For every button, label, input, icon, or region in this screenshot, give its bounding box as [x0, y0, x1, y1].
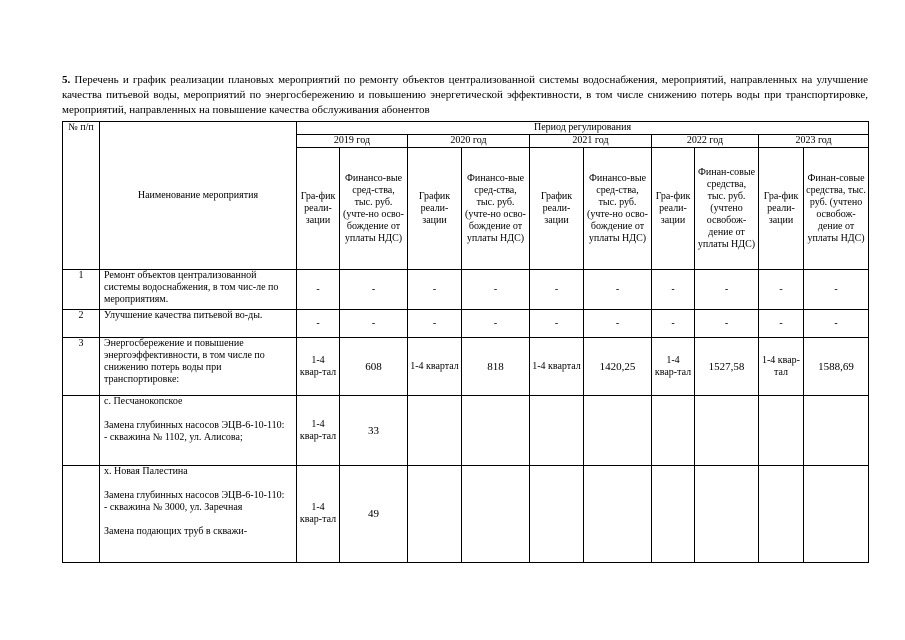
row-number: 2: [63, 310, 100, 338]
row-name-line: х. Новая Палестина: [104, 466, 188, 477]
cell: [652, 396, 695, 466]
row-name-line: - скважина № 3000, ул. Заречная: [104, 502, 243, 513]
cell: -: [530, 310, 584, 338]
cell: [408, 466, 462, 563]
section-heading: [62, 73, 868, 118]
row-name: Улучшение качества питьевой во-ды.: [100, 310, 297, 338]
row-number: [63, 466, 100, 563]
cell: [462, 396, 530, 466]
cell: -: [652, 310, 695, 338]
schedule-header: Гра-фик реали-зации: [652, 148, 695, 270]
year-header: 2021 год: [530, 135, 652, 148]
cell: 608: [340, 338, 408, 396]
cell: 1420,25: [584, 338, 652, 396]
year-header: 2022 год: [652, 135, 759, 148]
col-num-header: № п/п: [63, 122, 100, 270]
cell: -: [530, 270, 584, 310]
table-row: [63, 270, 869, 310]
cell: -: [759, 270, 804, 310]
cell: [530, 396, 584, 466]
cell: 1-4 квартал: [530, 338, 584, 396]
table-row: [63, 466, 869, 563]
row-number: 1: [63, 270, 100, 310]
cell: [695, 466, 759, 563]
cell: -: [340, 310, 408, 338]
schedule-header: График реали-зации: [408, 148, 462, 270]
cell: -: [695, 270, 759, 310]
row-name-line: [104, 408, 294, 420]
cell: -: [462, 310, 530, 338]
schedule-header: График реали-зации: [530, 148, 584, 270]
cell: -: [652, 270, 695, 310]
cell: [584, 396, 652, 466]
cell: 1588,69: [804, 338, 869, 396]
period-header: Период регулирования: [297, 122, 869, 135]
cell: 1-4 квартал: [408, 338, 462, 396]
cell: [462, 466, 530, 563]
cell: -: [804, 270, 869, 310]
row-name: Энергосбережение и повышение энергоэффективности, в том числе по снижению потерь воды при транспортировке:: [100, 338, 297, 396]
cell: [759, 396, 804, 466]
finance-header: Финансо-вые сред-ства, тыс. руб. (учте-но осво-бождение от уплаты НДС): [584, 148, 652, 270]
measures-table: [62, 121, 869, 563]
cell: 1-4 квар-тал: [297, 338, 340, 396]
cell: [804, 466, 869, 563]
year-header: 2020 год: [408, 135, 530, 148]
cell: [530, 466, 584, 563]
row-name-line: с. Песчанокопское: [104, 396, 183, 407]
row-name-line: [104, 478, 294, 490]
cell: -: [584, 270, 652, 310]
year-header: 2023 год: [759, 135, 869, 148]
table-row: [63, 396, 869, 466]
cell: [408, 396, 462, 466]
row-name: [100, 396, 297, 466]
year-header: 2019 год: [297, 135, 408, 148]
cell: -: [695, 310, 759, 338]
cell: -: [340, 270, 408, 310]
cell: 1-4 квар-тал: [652, 338, 695, 396]
row-number: 3: [63, 338, 100, 396]
cell: [759, 466, 804, 563]
table-row: [63, 310, 869, 338]
cell: 1527,58: [695, 338, 759, 396]
cell: 1-4 квар-тал: [297, 466, 340, 563]
finance-header: Финан-совые средства, тыс. руб. (учтено освобож-дение от уплаты НДС): [695, 148, 759, 270]
cell: -: [297, 270, 340, 310]
row-name: [100, 466, 297, 563]
row-name-line: Замена глубинных насосов ЭЦВ-6-10-110:: [104, 420, 285, 431]
row-number: [63, 396, 100, 466]
row-name: Ремонт объектов централизованной системы водоснабжения, в том чис-ле по мероприятиям.: [100, 270, 297, 310]
cell: -: [408, 270, 462, 310]
row-name-line: Замена подающих труб в скважи-: [104, 526, 248, 537]
row-name-line: [104, 514, 294, 526]
cell: -: [804, 310, 869, 338]
cell: -: [297, 310, 340, 338]
row-name-line: - скважина № 1102, ул. Алисова;: [104, 432, 243, 443]
section-number: 5.: [62, 74, 71, 86]
col-name-header: Наименование мероприятия: [100, 122, 297, 270]
cell: -: [408, 310, 462, 338]
cell: 1-4 квар-тал: [759, 338, 804, 396]
finance-header: Финансо-вые сред-ства, тыс. руб. (учте-но осво-бождение от уплаты НДС): [340, 148, 408, 270]
cell: -: [584, 310, 652, 338]
cell: -: [759, 310, 804, 338]
cell: 33: [340, 396, 408, 466]
section-text: Перечень и график реализации плановых мероприятий по ремонту объектов централизованной системы водоснабжения, мероприятий, направленных на улучшение качества питьевой воды, мероприятий по энергосбережению и повышению энергетической эффективности, в том числе снижению потерь воды при транспортировке, мероприятий, направленных на повышение качества обслуживания абонентов: [62, 74, 868, 116]
finance-header: Финансо-вые сред-ства, тыс. руб. (учте-но осво-бождение от уплаты НДС): [462, 148, 530, 270]
cell: 818: [462, 338, 530, 396]
row-name-line: Замена глубинных насосов ЭЦВ-6-10-110:: [104, 490, 285, 501]
cell: [584, 466, 652, 563]
cell: [695, 396, 759, 466]
schedule-header: Гра-фик реали-зации: [759, 148, 804, 270]
cell: [804, 396, 869, 466]
cell: -: [462, 270, 530, 310]
table-row: [63, 338, 869, 396]
finance-header: Финан-совые средства, тыс. руб. (учтено освобож-дение от уплаты НДС): [804, 148, 869, 270]
schedule-header: Гра-фик реали-зации: [297, 148, 340, 270]
cell: 1-4 квар-тал: [297, 396, 340, 466]
cell: [652, 466, 695, 563]
cell: 49: [340, 466, 408, 563]
